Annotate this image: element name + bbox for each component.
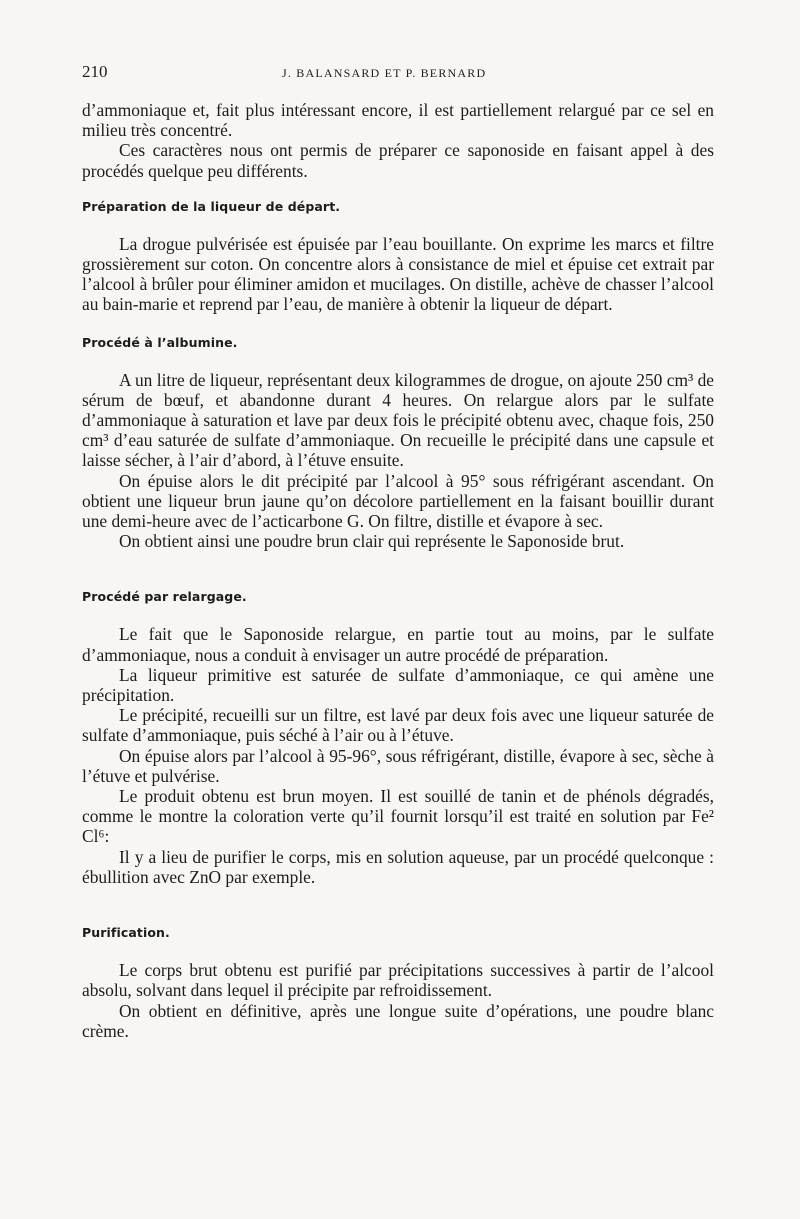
body-paragraph: Le fait que le Saponoside relargue, en partie tout au moins, par le sulfate d’ammoniaque, nous a conduit à envisager un autre procédé de préparation. — [82, 624, 714, 665]
intro-paragraph: d’ammoniaque et, fait plus intéressant encore, il est partiellement relargué par ce sel en milieu très concentré. — [82, 100, 714, 141]
body-paragraph: On obtient ainsi une poudre brun clair qui représente le Saponoside brut. — [119, 531, 625, 552]
page-content — [82, 100, 714, 1041]
body-paragraph: La drogue pulvérisée est épuisée par l’eau bouillante. On exprime les marcs et filtre grossièrement sur coton. On concentre alors à consistance de miel et épuise cet extrait par l’alcool à brûler pour éliminer amidon et mucilages. On distille, achève de chasser l’alcool au bain-marie et reprend par l’eau, de manière à obtenir la liqueur de départ. — [82, 233, 714, 315]
body-paragraph: Le corps brut obtenu est purifié par précipitations successives à partir de l’alcool absolu, solvant dans lequel il précipite par refroidissement. — [82, 960, 714, 1001]
body-paragraph: A un litre de liqueur, représentant deux kilogrammes de drogue, on ajoute 250 cm³ de sérum de bœuf, et abandonne durant 4 heures. On relargue alors par le sulfate d’ammoniaque à saturation et lave par deux fois le précipité obtenu avec, chaque fois, 250 cm³ d’eau saturée de sulfate d’ammoniaque. On recueille le précipité dans une capsule et laisse sécher, à l’air d’abord, à l’étuve ensuite. — [82, 369, 714, 471]
page-header — [82, 62, 718, 84]
running-title: J. BALANSARD ET P. BERNARD — [282, 66, 487, 80]
body-paragraph: Le précipité, recueilli sur un filtre, est lavé par deux fois avec une liqueur saturée de sulfate d’ammoniaque, puis séché à l’air ou à l’étuve. — [82, 705, 714, 746]
section-heading-albumine: Procédé à l’albumine. — [82, 334, 238, 350]
section-heading-relargage: Procédé par relargage. — [82, 589, 247, 605]
body-paragraph: On épuise alors par l’alcool à 95-96°, sous réfrigérant, distille, évapore à sec, sèche à l’étuve et pulvérise. — [82, 745, 714, 786]
intro-paragraph: Ces caractères nous ont permis de préparer ce saponoside en faisant appel à des procédés quelque peu différents. — [82, 140, 714, 181]
section-heading-preparation: Préparation de la liqueur de départ. — [82, 198, 341, 214]
section-heading-purification: Purification. — [82, 925, 170, 941]
body-paragraph: On épuise alors le dit précipité par l’alcool à 95° sous réfrigérant ascendant. On obtient une liqueur brun jaune qu’on décolore partiellement en la faisant bouillir durant une demi-heure avec de l’acticarbone G. On filtre, distille et évapore à sec. — [82, 470, 714, 532]
body-paragraph: Il y a lieu de purifier le corps, mis en solution aqueuse, par un procédé quelconque : ébullition avec ZnO par exemple. — [82, 846, 714, 887]
body-paragraph: On obtient en définitive, après une longue suite d’opérations, une poudre blanc crème. — [82, 1000, 714, 1041]
page-number: 210 — [82, 62, 108, 81]
body-paragraph: La liqueur primitive est saturée de sulfate d’ammoniaque, ce qui amène une précipitation. — [82, 664, 714, 706]
body-paragraph: Le produit obtenu est brun moyen. Il est souillé de tanin et de phénols dégradés, comme le montre la coloration verte qu’il fournit lorsqu’il est traité en solution par Fe² Cl⁶: — [82, 786, 714, 847]
